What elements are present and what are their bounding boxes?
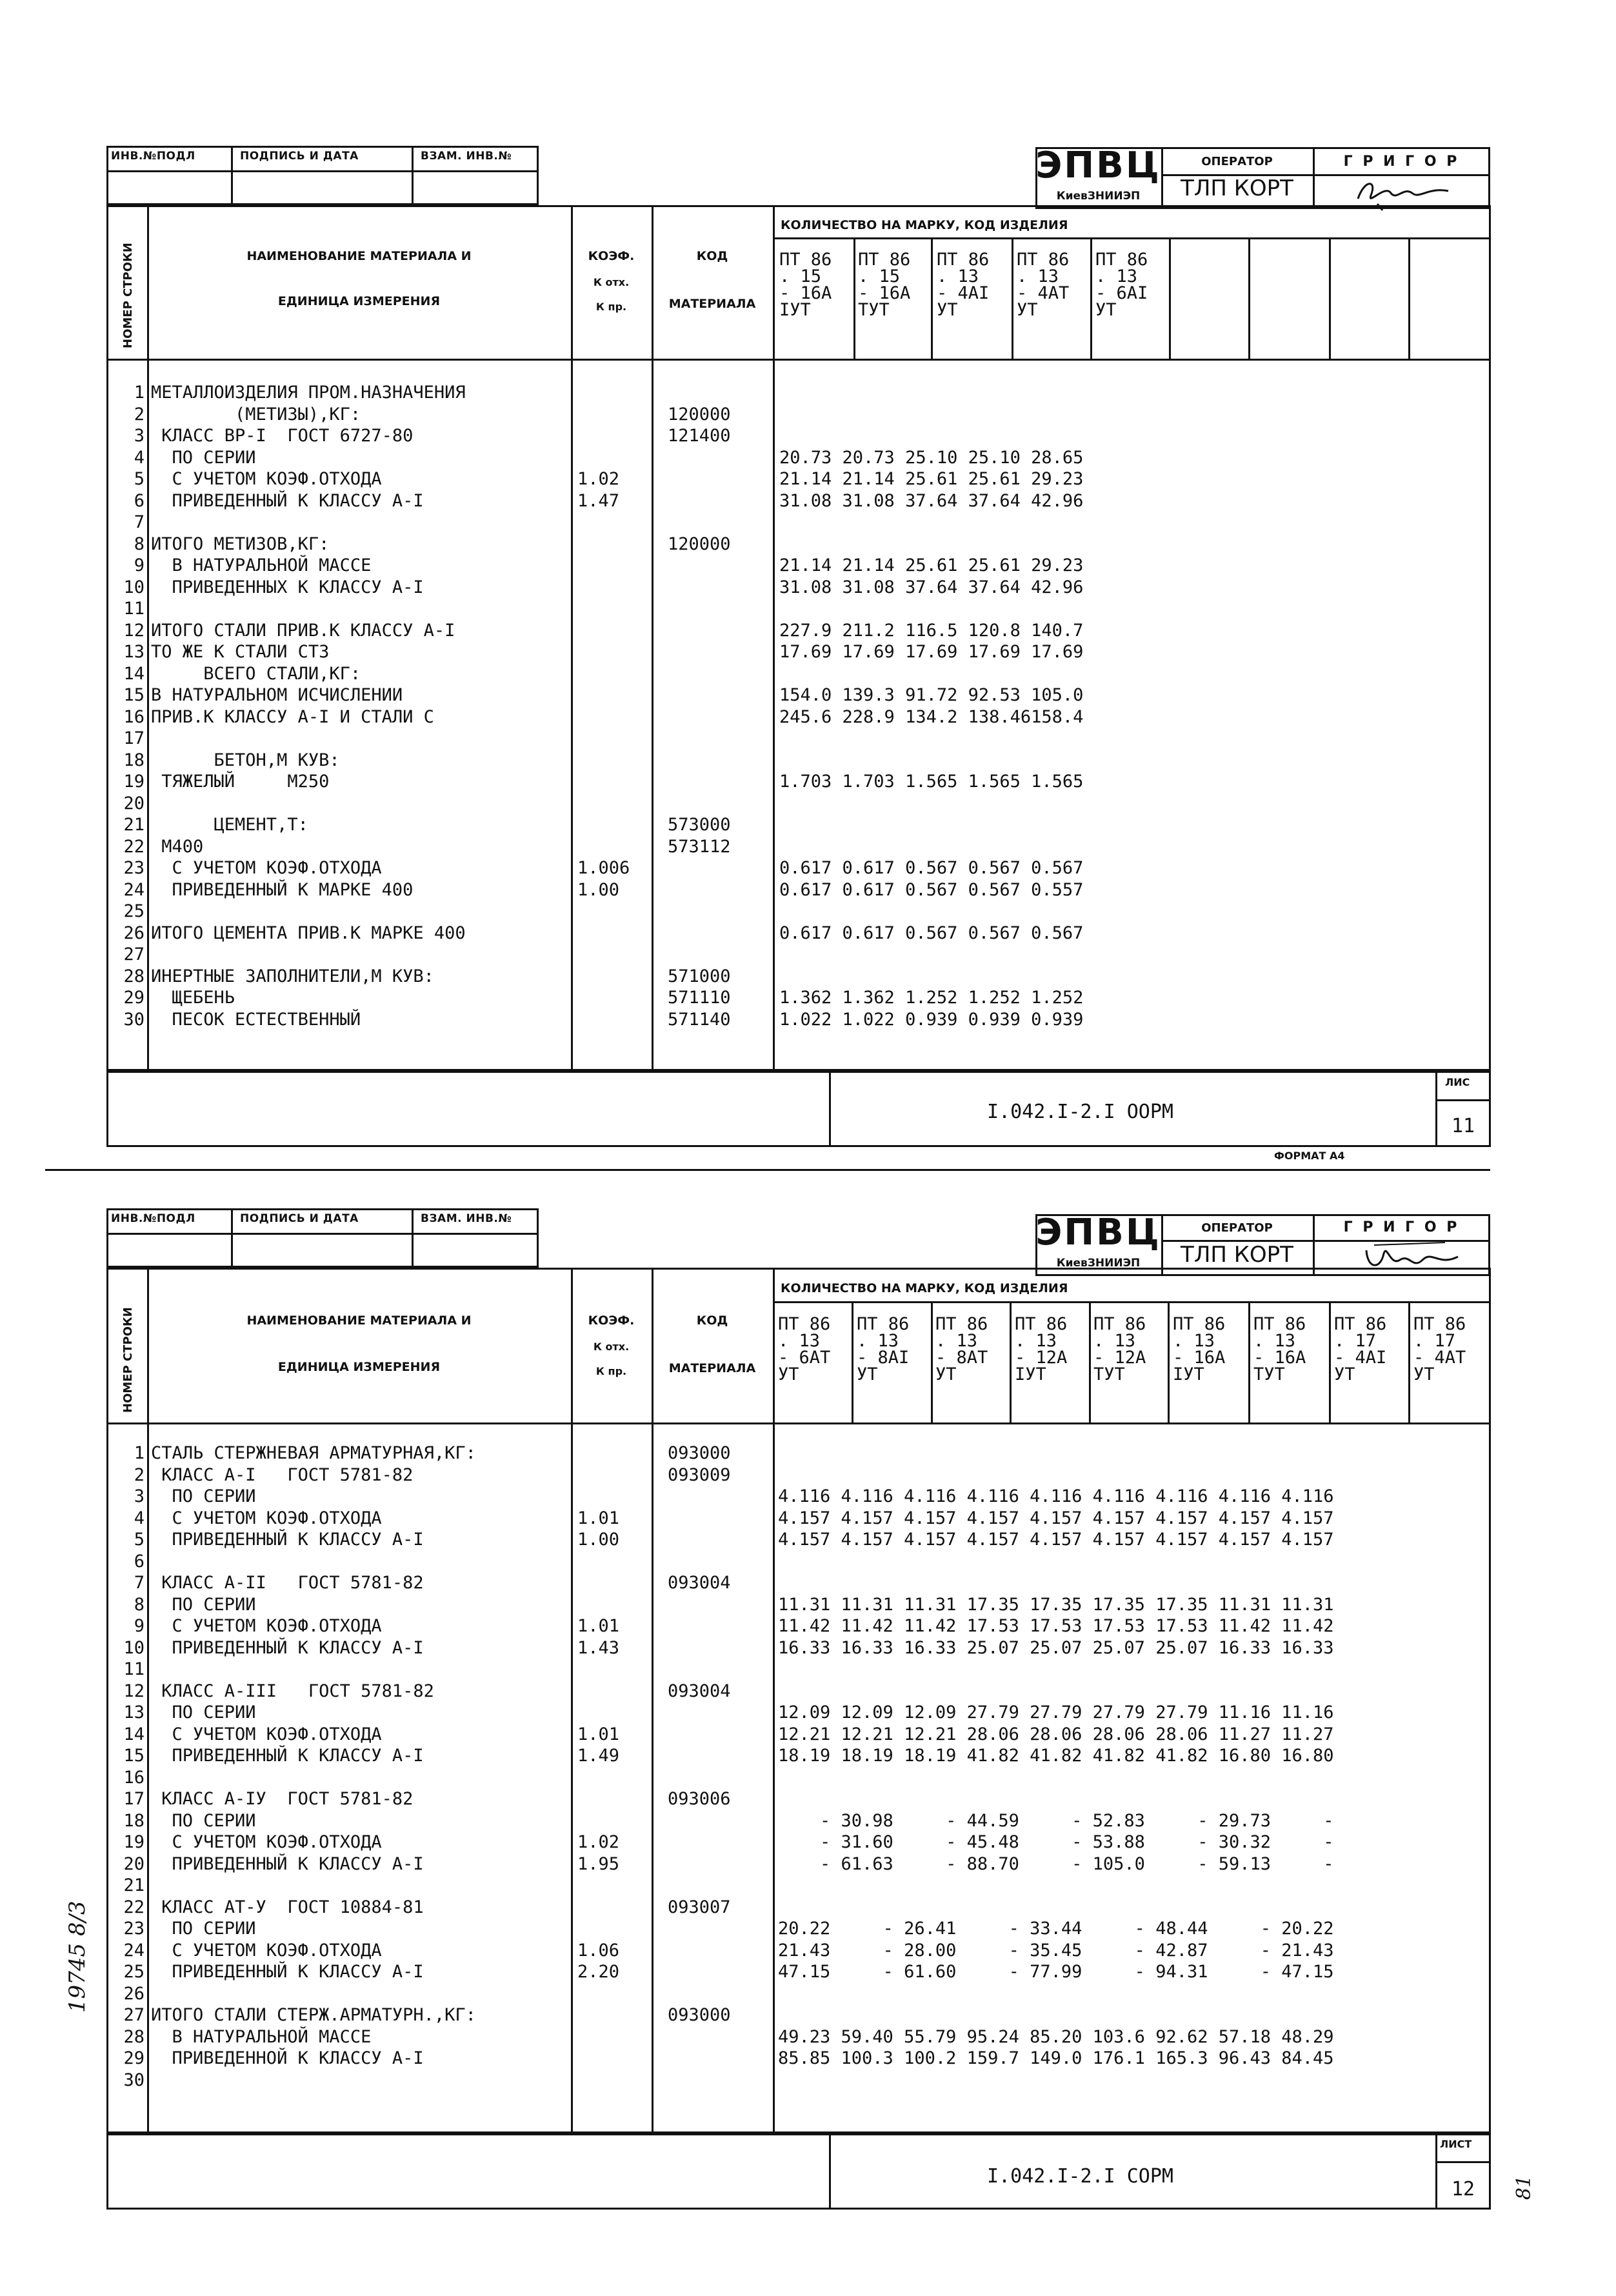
material-name: ПРИВЕДЕННЫЙ К КЛАССУ А-I xyxy=(151,1853,424,1874)
quantity-values: 85.85 100.3 100.2 159.7 149.0 176.1 165.3 96.43 84.45 xyxy=(778,2048,1334,2068)
material-name xyxy=(151,1551,476,1573)
material-name: ЦЕМЕНТ,Т: xyxy=(151,815,308,835)
row-number: 24 xyxy=(123,1940,145,1961)
brand-title: ЭПВЦ xyxy=(1035,1212,1161,1253)
list-label: ЛИСТ xyxy=(1440,2138,1472,2150)
material-name: ПРИВЕДЕННЫЙ К МАРКЕ 400 xyxy=(151,879,414,900)
coefficient xyxy=(577,2004,619,2026)
quantity-values: 0.617 0.617 0.567 0.567 0.567 xyxy=(779,858,1084,878)
material-code xyxy=(668,1529,731,1551)
row-number: 25 xyxy=(123,901,145,921)
product-column: ПТ 86 . 13 - 4АI УТ xyxy=(937,250,990,320)
material-name: ПЕСОК ЕСТЕСТВЕННЫЙ xyxy=(151,1009,361,1030)
material-label-1: НАИМЕНОВАНИЕ МАТЕРИАЛА И xyxy=(246,1313,472,1328)
row-number: 19 xyxy=(123,1832,145,1852)
material-name: ИТОГО ЦЕМЕНТА ПРИВ.К МАРКЕ 400 xyxy=(151,923,466,943)
product-column: ПТ 86 . 13 - 12А ТУТ xyxy=(1093,1314,1146,1384)
row-number: 20 xyxy=(123,793,145,814)
material-code xyxy=(668,1637,731,1659)
tlp-label: ТЛП КОРТ xyxy=(1181,175,1293,201)
material-code xyxy=(668,1832,731,1853)
stamp-inv-label: ИНВ.№ПОДЛ xyxy=(111,1212,195,1225)
material-name: КЛАСС А-IУ ГОСТ 5781-82 xyxy=(151,1789,414,1809)
coefficient xyxy=(577,1594,619,1616)
row-number: 14 xyxy=(123,1724,145,1744)
coefficient xyxy=(577,2026,619,2048)
quantity-values: 0.617 0.617 0.567 0.567 0.567 xyxy=(779,923,1084,943)
quantity-values: 49.23 59.40 55.79 95.24 85.20 103.6 92.62 57.18 48.29 xyxy=(778,2026,1334,2047)
material-name: КЛАСС А-I ГОСТ 5781-82 xyxy=(151,1464,414,1485)
quantity-values: 154.0 139.3 91.72 92.53 105.0 xyxy=(779,685,1084,705)
quantity-values: 227.9 211.2 116.5 120.8 140.7 xyxy=(779,620,1084,641)
quantity-values: 1.022 1.022 0.939 0.939 0.939 xyxy=(779,1009,1084,1030)
coef-label-1: КОЭФ. xyxy=(588,1313,635,1328)
stamp-inv-label: ИНВ.№ПОДЛ xyxy=(111,150,195,163)
quantity-values: - 31.60 - 45.48 - 53.88 - 30.32 - xyxy=(778,1832,1334,1852)
material-name: ПРИВ.К КЛАССУ А-I И СТАЛИ С xyxy=(151,706,434,727)
row-number: 16 xyxy=(123,1767,145,1788)
material-name: ПРИВЕДЕННЫЙ К КЛАССУ А-I xyxy=(151,490,424,511)
coefficient: 1.01 xyxy=(577,1616,620,1636)
quantity-values: 12.09 12.09 12.09 27.79 27.79 27.79 27.79 11.16 11.16 xyxy=(778,1702,1334,1722)
coef-label-1: КОЭФ. xyxy=(588,249,635,263)
quantity-values: 1.703 1.703 1.565 1.565 1.565 xyxy=(779,772,1084,792)
material-name: ТЯЖЕЛЫЙ М250 xyxy=(151,772,330,792)
row-number: 3 xyxy=(134,1486,145,1506)
material-name: ИТОГО МЕТИЗОВ,КГ: xyxy=(151,534,330,554)
material-code-list xyxy=(668,1442,731,2091)
row-number: 15 xyxy=(123,685,145,705)
coef-label-3: К пр. xyxy=(595,301,627,313)
brand-title: ЭПВЦ xyxy=(1035,145,1161,186)
coefficient: 1.95 xyxy=(577,1853,620,1874)
coefficient xyxy=(577,1681,619,1702)
quantity-values: 21.14 21.14 25.61 25.61 29.23 xyxy=(779,555,1084,575)
row-number: 8 xyxy=(134,534,145,554)
quantity-values: - 61.63 - 88.70 - 105.0 - 59.13 - xyxy=(778,1853,1334,1874)
coefficient: 1.06 xyxy=(577,1940,620,1961)
quantity-values xyxy=(778,2070,1334,2091)
material-name: ТО ЖЕ К СТАЛИ СТ3 xyxy=(151,642,330,662)
coef-label-3: К пр. xyxy=(595,1365,627,1377)
material-name: ПРИВЕДЕННОЙ К КЛАССУ А-I xyxy=(151,2048,424,2068)
quantity-values xyxy=(778,1767,1334,1789)
row-number: 4 xyxy=(134,447,145,468)
coefficient: 1.49 xyxy=(577,1746,620,1766)
coef-label-2: К отх. xyxy=(593,276,630,288)
material-code xyxy=(668,1767,731,1789)
material-name: ИТОГО СТАЛИ ПРИВ.К КЛАССУ А-I xyxy=(151,620,455,641)
row-number: 27 xyxy=(123,2005,145,2025)
material-name: ПО СЕРИИ xyxy=(151,1810,256,1831)
row-number: 11 xyxy=(123,1659,145,1679)
row-number: 13 xyxy=(123,642,145,662)
quantity-values: - 30.98 - 44.59 - 52.83 - 29.73 - xyxy=(778,1810,1334,1831)
coefficient xyxy=(577,1464,619,1486)
coefficient: 1.01 xyxy=(577,1508,620,1528)
margin-handwritten-note: 19745 8/3 xyxy=(65,1901,90,2013)
material-code xyxy=(668,1918,731,1940)
qty-label: КОЛИЧЕСТВО НА МАРКУ, КОД ИЗДЕЛИЯ xyxy=(781,218,1068,232)
material-name-list xyxy=(151,1442,476,2091)
material-name: ПРИВЕДЕННЫХ К КЛАССУ А-I xyxy=(151,577,424,597)
material-name: С УЧЕТОМ КОЭФ.ОТХОДА xyxy=(151,1508,382,1528)
material-name: ВСЕГО СТАЛИ,КГ: xyxy=(151,663,361,684)
material-code: 121400 xyxy=(668,426,731,446)
coefficient-list xyxy=(577,1442,619,2091)
row-number: 24 xyxy=(123,879,145,900)
material-name xyxy=(151,1983,476,2005)
quantity-values xyxy=(778,1442,1334,1464)
row-number: 22 xyxy=(123,1897,145,1917)
material-code: 093000 xyxy=(668,1443,731,1463)
material-name: ПО СЕРИИ xyxy=(151,1594,256,1615)
quantity-values xyxy=(778,1681,1334,1702)
row-number: 23 xyxy=(123,858,145,878)
material-code: 571110 xyxy=(668,988,731,1008)
row-number: 15 xyxy=(123,1746,145,1766)
material-name: М400 xyxy=(151,836,204,857)
row-number: 1 xyxy=(134,383,145,403)
row-number: 9 xyxy=(134,1616,145,1636)
material-code xyxy=(668,1702,731,1724)
row-number: 9 xyxy=(134,555,145,575)
quantity-values: 4.116 4.116 4.116 4.116 4.116 4.116 4.116 4.116 4.116 xyxy=(778,1486,1334,1506)
coefficient: 1.006 xyxy=(577,858,630,878)
row-number: 10 xyxy=(123,577,145,597)
material-name: С УЧЕТОМ КОЭФ.ОТХОДА xyxy=(151,858,382,878)
coefficient: 1.01 xyxy=(577,1724,620,1744)
row-number: 14 xyxy=(123,663,145,684)
coefficient xyxy=(577,1572,619,1594)
row-number: 11 xyxy=(123,599,145,619)
coefficient: 1.00 xyxy=(577,879,620,900)
quantity-values: 17.69 17.69 17.69 17.69 17.69 xyxy=(779,642,1084,662)
row-number: 7 xyxy=(134,1573,145,1593)
material-code xyxy=(668,1551,731,1573)
quantity-values: 245.6 228.9 134.2 138.46158.4 xyxy=(779,706,1084,727)
quantity-values: 18.19 18.19 18.19 41.82 41.82 41.82 41.82 16.80 16.80 xyxy=(778,1746,1334,1766)
row-number: 10 xyxy=(123,1637,145,1658)
material-code xyxy=(668,1961,731,1983)
row-number: 30 xyxy=(123,2070,145,2090)
material-name: В НАТУРАЛЬНОМ ИСЧИСЛЕНИИ xyxy=(151,685,403,705)
row-number: 3 xyxy=(134,426,145,446)
material-name: ПРИВЕДЕННЫЙ К КЛАССУ А-I xyxy=(151,1962,424,1982)
material-name: ПРИВЕДЕННЫЙ К КЛАССУ А-I xyxy=(151,1746,424,1766)
row-number: 7 xyxy=(134,512,145,532)
operator-name: Г Р И Г О Р xyxy=(1343,1219,1460,1235)
material-code xyxy=(668,1724,731,1746)
coef-label-2: К отх. xyxy=(593,1341,630,1353)
qty-label: КОЛИЧЕСТВО НА МАРКУ, КОД ИЗДЕЛИЯ xyxy=(781,1281,1068,1295)
row-number: 16 xyxy=(123,706,145,727)
quantity-value-list xyxy=(778,1442,1334,2091)
row-number: 27 xyxy=(123,944,145,964)
material-code xyxy=(668,1940,731,1962)
page-number: 11 xyxy=(1451,1115,1475,1137)
product-column: ПТ 86 . 13 - 6АI УТ xyxy=(1095,250,1148,320)
operator-name: Г Р И Г О Р xyxy=(1343,154,1460,170)
material-name: В НАТУРАЛЬНОЙ МАССЕ xyxy=(151,555,372,575)
product-column: ПТ 86 . 13 - 16А ТУТ xyxy=(1253,1314,1306,1384)
material-code: 093004 xyxy=(668,1573,731,1593)
code-label-1: КОД xyxy=(696,249,728,263)
row-number: 19 xyxy=(123,772,145,792)
product-column: ПТ 86 . 13 - 8АI УТ xyxy=(857,1314,910,1384)
code-label-2: МАТЕРИАЛА xyxy=(668,1361,756,1375)
product-column: ПТ 86 . 15 - 16А IУТ xyxy=(779,250,832,320)
quantity-values: 31.08 31.08 37.64 37.64 42.96 xyxy=(779,577,1084,597)
quantity-values: 11.31 11.31 11.31 17.35 17.35 17.35 17.35 11.31 11.31 xyxy=(778,1594,1334,1615)
row-number: 2 xyxy=(134,1464,145,1485)
product-column: ПТ 86 . 15 - 16А ТУТ xyxy=(858,250,911,320)
coefficient xyxy=(577,1659,619,1681)
material-code xyxy=(668,1486,731,1508)
coefficient xyxy=(577,1702,619,1724)
corner-mark: 81 xyxy=(1513,2175,1535,2200)
coefficient xyxy=(577,1983,619,2005)
quantity-values: 11.42 11.42 11.42 17.53 17.53 17.53 17.53 11.42 11.42 xyxy=(778,1616,1334,1636)
coefficient xyxy=(577,1788,619,1810)
row-number: 20 xyxy=(123,1853,145,1874)
material-name: БЕТОН,М КУВ: xyxy=(151,750,340,770)
material-name: В НАТУРАЛЬНОЙ МАССЕ xyxy=(151,2026,372,2047)
material-code xyxy=(668,1594,731,1616)
coefficient xyxy=(577,1810,619,1832)
quantity-values: 4.157 4.157 4.157 4.157 4.157 4.157 4.157 4.157 4.157 xyxy=(778,1530,1334,1550)
quantity-values xyxy=(778,1788,1334,1810)
quantity-values xyxy=(778,1464,1334,1486)
material-name: (МЕТИЗЫ),КГ: xyxy=(151,404,361,424)
row-number: 4 xyxy=(134,1508,145,1528)
quantity-values xyxy=(778,1659,1334,1681)
quantity-values: 4.157 4.157 4.157 4.157 4.157 4.157 4.157 4.157 4.157 xyxy=(778,1508,1334,1528)
product-column: ПТ 86 . 17 - 4АТ УТ xyxy=(1413,1314,1466,1384)
material-name xyxy=(151,1659,476,1681)
material-name: С УЧЕТОМ КОЭФ.ОТХОДА xyxy=(151,1616,382,1636)
quantity-values: 21.14 21.14 25.61 25.61 29.23 xyxy=(779,469,1084,489)
material-code xyxy=(668,1853,731,1875)
material-name: КЛАСС А-II ГОСТ 5781-82 xyxy=(151,1573,424,1593)
material-name: КЛАСС А-III ГОСТ 5781-82 xyxy=(151,1681,434,1701)
product-column: ПТ 86 . 13 - 12А IУТ xyxy=(1015,1314,1068,1384)
row-number: 26 xyxy=(123,923,145,943)
row-number: 21 xyxy=(123,1875,145,1895)
product-column: ПТ 86 . 13 - 8АТ УТ xyxy=(935,1314,988,1384)
doc-code: I.042.I-2.I ООРМ xyxy=(987,1101,1173,1123)
material-name: ПРИВЕДЕННЫЙ К КЛАССУ А-I xyxy=(151,1637,424,1658)
material-label-2: ЕДИНИЦА ИЗМЕРЕНИЯ xyxy=(277,294,441,308)
material-code xyxy=(668,1508,731,1530)
row-number: 29 xyxy=(123,988,145,1008)
coefficient xyxy=(577,1897,619,1919)
product-column: ПТ 86 . 13 - 16А IУТ xyxy=(1173,1314,1226,1384)
row-number: 18 xyxy=(123,1810,145,1831)
material-code: 093007 xyxy=(668,1897,731,1917)
material-code: 093009 xyxy=(668,1464,731,1485)
list-label: ЛИС xyxy=(1445,1076,1470,1088)
material-name: ПО СЕРИИ xyxy=(151,1702,256,1722)
material-name xyxy=(151,1767,476,1789)
quantity-values: 20.73 20.73 25.10 25.10 28.65 xyxy=(779,447,1084,468)
row-number: 6 xyxy=(134,1551,145,1572)
operator-label: ОПЕРАТОР xyxy=(1201,1221,1273,1235)
material-code xyxy=(668,1875,731,1897)
material-name xyxy=(151,1875,476,1897)
coefficient: 1.02 xyxy=(577,1832,620,1852)
row-number: 21 xyxy=(123,815,145,835)
coefficient xyxy=(577,1918,619,1940)
material-code xyxy=(668,1983,731,2005)
code-label-1: КОД xyxy=(696,1313,728,1328)
quantity-values: 20.22 - 26.41 - 33.44 - 48.44 - 20.22 xyxy=(778,1919,1334,1939)
product-column: ПТ 86 . 13 - 6АТ УТ xyxy=(778,1314,831,1384)
material-code xyxy=(668,2026,731,2048)
coefficient xyxy=(577,1486,619,1508)
row-number: 26 xyxy=(123,1983,145,2004)
row-number: 18 xyxy=(123,750,145,770)
quantity-values xyxy=(778,1983,1334,2005)
stamp-sign-label: ПОДПИСЬ И ДАТА xyxy=(240,150,359,163)
quantity-values: 16.33 16.33 16.33 25.07 25.07 25.07 25.07 16.33 16.33 xyxy=(778,1637,1334,1658)
page-number: 12 xyxy=(1451,2178,1475,2201)
coefficient xyxy=(577,1767,619,1789)
material-label-2: ЕДИНИЦА ИЗМЕРЕНИЯ xyxy=(277,1360,441,1374)
quantity-values xyxy=(778,1897,1334,1919)
row-number: 6 xyxy=(134,490,145,511)
material-name: ПО СЕРИИ xyxy=(151,447,256,468)
material-code xyxy=(668,2070,731,2091)
material-name: ПО СЕРИИ xyxy=(151,1486,256,1506)
tlp-label: ТЛП КОРТ xyxy=(1181,1242,1293,1268)
quantity-values: 47.15 - 61.60 - 77.99 - 94.31 - 47.15 xyxy=(778,1962,1334,1982)
material-code: 571140 xyxy=(668,1009,731,1030)
material-name: КЛАСС АТ-У ГОСТ 10884-81 xyxy=(151,1897,424,1917)
doc-code: I.042.I-2.I СОРМ xyxy=(987,2165,1173,2188)
quantity-values xyxy=(778,1551,1334,1573)
material-name: С УЧЕТОМ КОЭФ.ОТХОДА xyxy=(151,469,382,489)
quantity-values: 12.21 12.21 12.21 28.06 28.06 28.06 28.06 11.27 11.27 xyxy=(778,1724,1334,1744)
material-code: 120000 xyxy=(668,534,731,554)
row-number-list xyxy=(114,1442,145,2091)
material-code xyxy=(668,1615,731,1637)
row-number: 30 xyxy=(123,1009,145,1030)
row-number: 5 xyxy=(134,469,145,489)
code-label-2: МАТЕРИАЛА xyxy=(668,297,756,311)
row-number: 8 xyxy=(134,1594,145,1615)
product-column: ПТ 86 . 13 - 4АТ УТ xyxy=(1017,250,1070,320)
coefficient: 1.47 xyxy=(577,490,620,511)
material-name: КЛАСС ВР-I ГОСТ 6727-80 xyxy=(151,426,414,446)
row-number: 13 xyxy=(123,1702,145,1722)
quantity-values: 31.08 31.08 37.64 37.64 42.96 xyxy=(779,490,1084,511)
operator-label: ОПЕРАТОР xyxy=(1201,155,1273,168)
product-column: ПТ 86 . 17 - 4АI УТ xyxy=(1334,1314,1387,1384)
material-name: СТАЛЬ СТЕРЖНЕВАЯ АРМАТУРНАЯ,КГ: xyxy=(151,1443,476,1463)
material-code: 093000 xyxy=(668,2005,731,2025)
row-number: 5 xyxy=(134,1530,145,1550)
material-code: 573000 xyxy=(668,815,731,835)
row-number: 17 xyxy=(123,728,145,748)
stamp-vzam-label: ВЗАМ. ИНВ.№ xyxy=(421,150,512,163)
row-number: 12 xyxy=(123,1681,145,1701)
material-code xyxy=(668,1745,731,1767)
stamp-vzam-label: ВЗАМ. ИНВ.№ xyxy=(421,1212,512,1225)
row-number: 1 xyxy=(134,1443,145,1463)
quantity-values: 21.43 - 28.00 - 35.45 - 42.87 - 21.43 xyxy=(778,1940,1334,1961)
format-label: ФОРМАТ А4 xyxy=(1274,1150,1345,1162)
material-name: ЩЕБЕНЬ xyxy=(151,988,235,1008)
material-code: 093006 xyxy=(668,1789,731,1809)
material-code: 571000 xyxy=(668,966,731,986)
row-number: 12 xyxy=(123,620,145,641)
quantity-values: 1.362 1.362 1.252 1.252 1.252 xyxy=(779,988,1084,1008)
coefficient xyxy=(577,1875,619,1897)
row-number-label: НОМЕР СТРОКИ xyxy=(121,1307,135,1413)
coefficient: 1.00 xyxy=(577,1530,620,1550)
material-name: МЕТАЛЛОИЗДЕЛИЯ ПРОМ.НАЗНАЧЕНИЯ xyxy=(151,383,466,403)
material-code xyxy=(668,1810,731,1832)
material-name: ИНЕРТНЫЕ ЗАПОЛНИТЕЛИ,М КУВ: xyxy=(151,966,434,986)
row-number-label: НОМЕР СТРОКИ xyxy=(121,243,135,348)
row-number: 28 xyxy=(123,966,145,986)
coefficient xyxy=(577,1442,619,1464)
row-number: 22 xyxy=(123,836,145,857)
material-code: 120000 xyxy=(668,404,731,424)
brand-subtitle: КиевЗНИИЭП xyxy=(1056,190,1141,203)
material-code xyxy=(668,2048,731,2070)
material-name: ИТОГО СТАЛИ СТЕРЖ.АРМАТУРН.,КГ: xyxy=(151,2005,476,2025)
coefficient: 1.43 xyxy=(577,1637,620,1658)
material-code: 573112 xyxy=(668,836,731,857)
coefficient xyxy=(577,2048,619,2070)
quantity-values: 0.617 0.617 0.567 0.567 0.557 xyxy=(779,879,1084,900)
row-number: 25 xyxy=(123,1962,145,1982)
row-number: 28 xyxy=(123,2026,145,2047)
material-name: С УЧЕТОМ КОЭФ.ОТХОДА xyxy=(151,1724,382,1744)
coefficient xyxy=(577,2070,619,2091)
material-name: С УЧЕТОМ КОЭФ.ОТХОДА xyxy=(151,1832,382,1852)
coefficient: 2.20 xyxy=(577,1962,620,1982)
row-number: 23 xyxy=(123,1919,145,1939)
material-name: ПО СЕРИИ xyxy=(151,1919,256,1939)
coefficient xyxy=(577,1551,619,1573)
row-number: 17 xyxy=(123,1789,145,1809)
material-code: 093004 xyxy=(668,1681,731,1701)
material-label-1: НАИМЕНОВАНИЕ МАТЕРИАЛА И xyxy=(246,249,472,263)
brand-subtitle: КиевЗНИИЭП xyxy=(1056,1257,1141,1270)
material-name: С УЧЕТОМ КОЭФ.ОТХОДА xyxy=(151,1940,382,1961)
material-code xyxy=(668,1659,731,1681)
row-number: 2 xyxy=(134,404,145,424)
coefficient: 1.02 xyxy=(577,469,620,489)
stamp-sign-label: ПОДПИСЬ И ДАТА xyxy=(240,1212,359,1225)
row-number: 29 xyxy=(123,2048,145,2068)
quantity-values xyxy=(778,1572,1334,1594)
material-name: ПРИВЕДЕННЫЙ К КЛАССУ А-I xyxy=(151,1530,424,1550)
quantity-values xyxy=(778,1875,1334,1897)
quantity-values xyxy=(778,2004,1334,2026)
material-name xyxy=(151,2070,476,2091)
